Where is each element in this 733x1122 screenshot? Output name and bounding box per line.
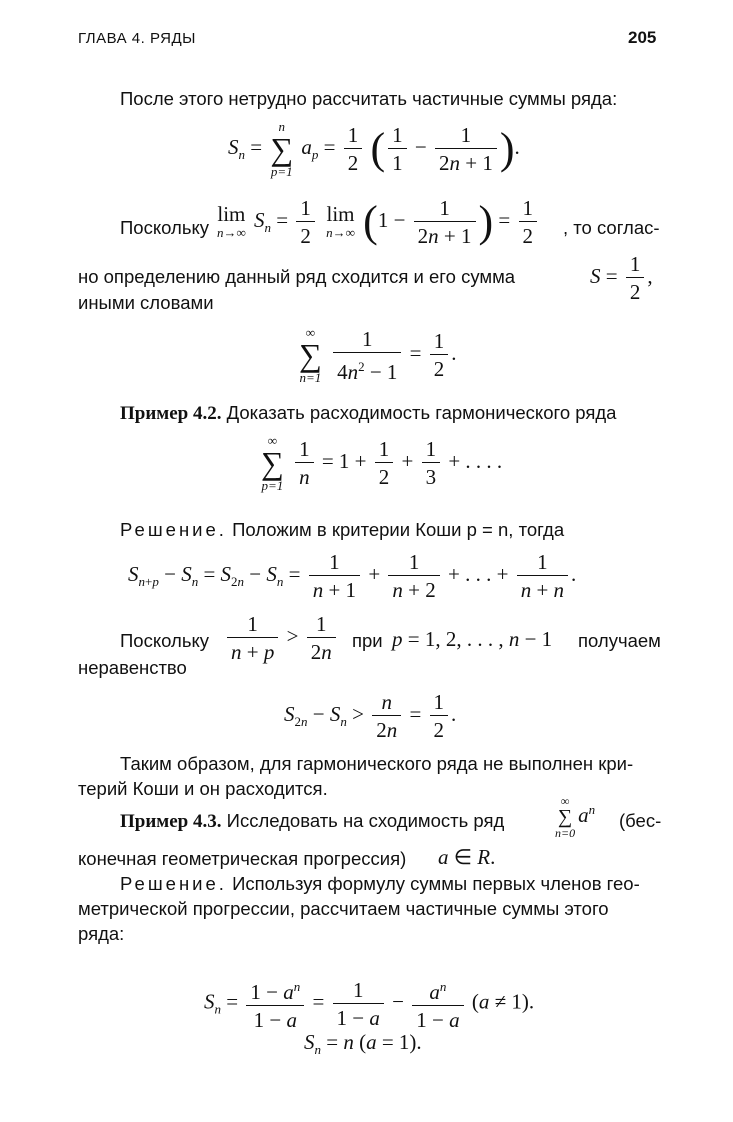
formula-geometric-a-equals-1: $S_n = n$ (a = 1). xyxy=(304,1030,422,1058)
formula-difference-sum: $S_{n+p} - S_n = S_{2n} - S_n$ = $\frac{1}{n + 1}$ + $\frac{1}{n + 2}$ + . . . + $\frac{1}{n + n}$ . xyxy=(128,550,577,602)
example-4-3 xyxy=(120,808,504,834)
formula-series-value: ∞ ∑ n=1 $\frac{1}{4n^2 - 1}$ = $\frac{1}{2}$ . xyxy=(299,325,457,385)
example-label: Пример 4.3. xyxy=(120,811,222,832)
paragraph-conclusion-line-1: Таким образом, для гармонического ряда не выполнен кри- xyxy=(120,753,634,774)
paragraph-limit-start: Поскольку xyxy=(120,217,210,238)
paragraph-in-other-words: иными словами xyxy=(78,292,214,313)
formula-partial-sum: $S_n$ = n ∑ p=1 $a_p$ = $\frac{1}{2}$ ( $\frac{1}{1}$ − $\frac{1}{2n + 1}$ ). xyxy=(228,119,520,179)
paragraph-series: ряда: xyxy=(78,923,125,944)
example-tail: (бес- xyxy=(619,810,662,831)
paragraph-geometric-sums: метрической прогрессии, рассчитаем частичные суммы этого xyxy=(78,898,609,919)
formula-harmonic-inequality: $S_{2n} - S_n$ > $\frac{n}{2n}$ = $\frac{1}{2}$ . xyxy=(284,690,457,742)
solution-1 xyxy=(120,517,564,542)
solution-label: Решение. xyxy=(120,519,227,540)
formula-sum-value: S = $\frac{1}{2}$ , xyxy=(590,252,653,304)
example-text: Исследовать на сходимость ряд xyxy=(226,810,505,831)
paragraph-partial-sums: После этого нетрудно рассчитать частичные суммы ряда: xyxy=(120,88,618,109)
solution-text: Используя формулу суммы первых членов гео- xyxy=(232,873,640,894)
running-header: ГЛАВА 4. РЯДЫ xyxy=(78,30,196,47)
formula-a-in-r: a ∈ R. xyxy=(438,845,496,869)
solution-2 xyxy=(120,871,640,896)
paragraph-conclusion-line-2: терий Коши и он расходится. xyxy=(78,778,328,799)
formula-harmonic-series: ∞ ∑ p=1 $\frac{1}{n}$ = 1 + $\frac{1}{2}$ + $\frac{1}{3}$ + . . . . xyxy=(261,433,503,493)
formula-inequality-terms: $\frac{1}{n + p}$ > $\frac{1}{2n}$ xyxy=(224,612,339,664)
formula-geometric-partial-sum: $S_n$ = $\frac{1 - a^n}{1 - a}$ = $\frac{1}{1 - a}$ − $\frac{a^n}{1 - a}$ (a ≠ 1). xyxy=(204,977,535,1032)
formula-p-range: p = 1, 2, . . . , n − 1 xyxy=(392,627,553,651)
paragraph-when: при xyxy=(352,630,383,651)
paragraph-geometric-progression: конечная геометрическая прогрессия) xyxy=(78,848,407,869)
paragraph-sum-definition: но определению данный ряд сходится и его сумма xyxy=(78,266,516,287)
formula-limit: lim n→∞ $S_n$ = $\frac{1}{2}$ lim n→∞ (1 − $\frac{1}{2n + 1}$ ) = $\frac{1}{2}$ xyxy=(214,196,540,248)
paragraph-obtain: получаем xyxy=(578,630,661,651)
paragraph-limit-end: , то соглас- xyxy=(563,217,660,238)
example-label: Пример 4.2. xyxy=(120,403,222,424)
example-4-2 xyxy=(120,400,616,426)
solution-text: Положим в критерии Коши p = n, тогда xyxy=(232,519,565,540)
formula-geometric-series: ∞ ∑ n=0 $a^n$ xyxy=(555,794,596,840)
page-number: 205 xyxy=(628,28,657,47)
solution-label: Решение. xyxy=(120,873,227,894)
paragraph-since: Поскольку xyxy=(120,630,210,651)
example-text: Доказать расходимость гармонического ряда xyxy=(226,402,617,423)
paragraph-inequality: неравенство xyxy=(78,657,187,678)
